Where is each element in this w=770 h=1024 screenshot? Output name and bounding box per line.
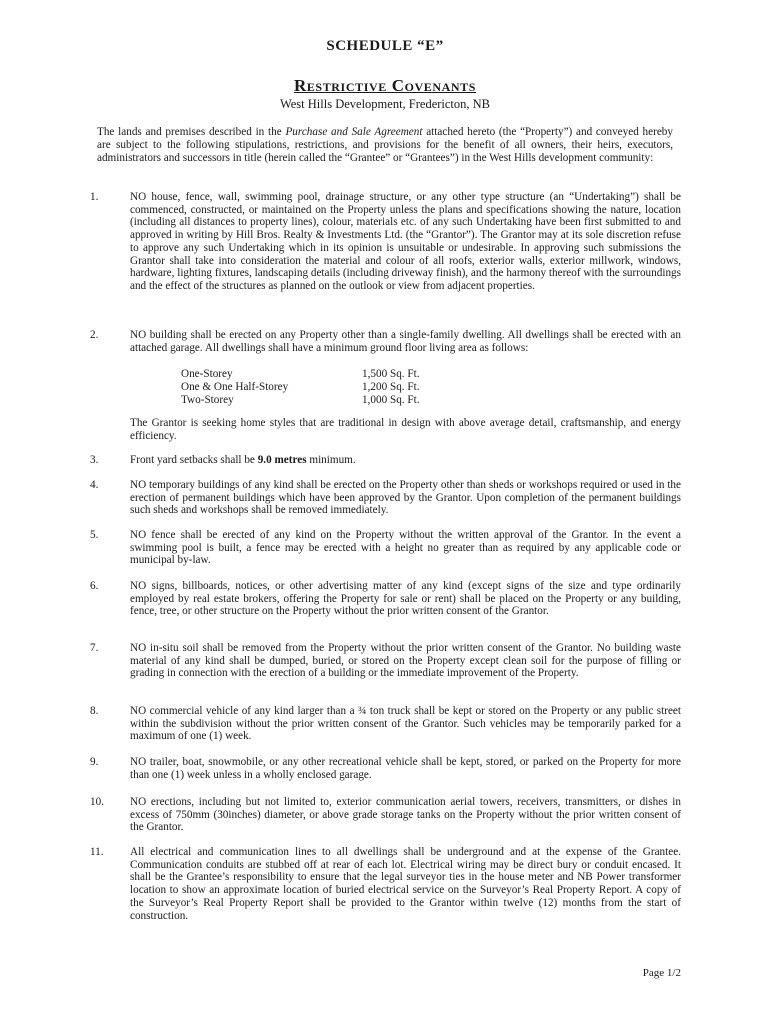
item-number: 2. — [90, 329, 99, 341]
item-number: 8. — [90, 705, 99, 717]
schedule-heading: SCHEDULE “E” — [326, 38, 444, 54]
agreement-name: Purchase and Sale Agreement — [285, 126, 423, 138]
item-number: 6. — [90, 580, 99, 592]
item-number: 10. — [90, 796, 104, 808]
item-text-after: minimum. — [306, 454, 356, 466]
intro-after: attached hereto (the “Property”) and conveyed hereby are subject to the following stipulations, restrictions, and provisions for the benefit of all owners, their heirs, executors, administrators and successors in title (herein called the “Grantee” or “Grantees”) in the West Hills development community: — [97, 126, 673, 164]
dwelling-area: 1,500 Sq. Ft. — [362, 368, 420, 380]
item-number: 11. — [90, 846, 104, 858]
item-text: NO trailer, boat, snowmobile, or any other recreational vehicle shall be kept, stored, or parked on the Property for more than one (1) week unless in a wholly enclosed garage. — [130, 756, 681, 781]
dwelling-type: Two-Storey — [181, 394, 234, 406]
intro-before: The lands and premises described in the — [97, 126, 286, 138]
item-text: NO signs, billboards, notices, or other advertising matter of any kind (except signs of the size and type ordinarily employed by real estate brokers, offering the Property for sale or rent) shall be placed on the Property or any building, fence, tree, or other structure on the Property without the prior written consent of the Grantor. — [130, 580, 681, 618]
dwelling-area-table — [181, 368, 420, 407]
item-text: NO erections, including but not limited to, exterior communication aerial towers, receivers, transmitters, or dishes in excess of 750mm (30inches) diameter, or above grade storage tanks on the Property without the prior written consent of the Grantor. — [130, 796, 681, 834]
item-text: NO commercial vehicle of any kind larger than a ¾ ton truck shall be kept or stored on the Property or any public street within the subdivision without the prior written consent of the Grantor. Such vehicles may be temporarily parked for a maximum of one (1) week. — [130, 705, 681, 743]
dwelling-area: 1,200 Sq. Ft. — [362, 381, 420, 393]
dwelling-type: One-Storey — [181, 368, 233, 380]
table-row — [181, 394, 420, 407]
dwelling-type: One & One Half-Storey — [181, 381, 289, 393]
item-text: NO house, fence, wall, swimming pool, drainage structure, or any other type structure (an “Undertaking”) shall be commenced, constructed, or maintained on the Property unless the plans and specifications showing the nature, location (including all distances to property lines), colour, materials etc. of any such Undertaking have been first submitted to and approved in writing by Hill Bros. Realty & Investments Ltd. (the “Grantor”). The Grantor may at its sole discretion refuse to approve any such Undertaking which in its opinion is unsuitable or undesirable. In approving such submissions the Grantor shall take into consideration the material and colour of all roofs, exterior walls, exterior millwork, windows, hardware, lighting fixtures, landscaping details (including driveway finish), and the harmony thereof with the surroundings and the effect of the structures as planned on the outlook or view from adjacent properties. — [130, 191, 681, 292]
page-number: Page 1/2 — [642, 967, 681, 979]
item-text: The Grantor is seeking home styles that are traditional in design with above average detail, craftsmanship, and energy efficiency. — [130, 417, 681, 442]
table-row — [181, 381, 420, 394]
page-title: Restrictive Covenants — [293, 76, 477, 95]
intro-paragraph — [97, 126, 673, 165]
item-number: 3. — [90, 454, 99, 466]
item-number: 1. — [90, 191, 99, 203]
item-number: 4. — [90, 479, 99, 491]
setback-value: 9.0 metres — [257, 454, 307, 466]
item-text: NO temporary buildings of any kind shall be erected on the Property other than sheds or workshops required or used in the erection of permanent buildings which have been approved by the Grantor. Upon completion of the permanent buildings such sheds and workshops shall be removed immediately. — [130, 479, 681, 517]
item-number: 5. — [90, 529, 99, 541]
item-number: 9. — [90, 756, 99, 768]
item-text: NO fence shall be erected of any kind on the Property without the written approval of the Grantor. In the event a swimming pool is built, a fence may be erected with a height no greater than as required by any applicable code or municipal by-law. — [130, 529, 681, 567]
item-text: All electrical and communication lines to all dwellings shall be underground and at the expense of the Grantee. Communication conduits are stubbed off at rear of each lot. Electrical wiring may be direct bury or conduit encased. It shall be the Grantee’s responsibility to ensure that the legal surveyor ties in the house meter and NB Power transformer location to show an approximate location of buried electrical service on the Surveyor’s Real Property Report. A copy of the Surveyor’s Real Property Report shall be provided to the Grantor within twelve (12) months from the start of construction. — [130, 846, 681, 922]
table-row — [181, 368, 420, 381]
item-text: NO building shall be erected on any Property other than a single-family dwelling. All dwellings shall be erected with an attached garage. All dwellings shall have a minimum ground floor living area as follows: — [130, 329, 681, 354]
item-text — [130, 454, 681, 467]
item-number: 7. — [90, 642, 99, 654]
item-text: NO in-situ soil shall be removed from the Property without the prior written consent of the Grantor. No building waste material of any kind shall be dumped, buried, or stored on the Property except clean soil for the purpose of filling or grading in connection with the erection of a building or the immediate improvement of the Property. — [130, 642, 681, 680]
page-subtitle: West Hills Development, Fredericton, NB — [279, 97, 491, 111]
dwelling-area: 1,000 Sq. Ft. — [362, 394, 420, 406]
item-text-before: Front yard setbacks shall be — [130, 454, 258, 466]
